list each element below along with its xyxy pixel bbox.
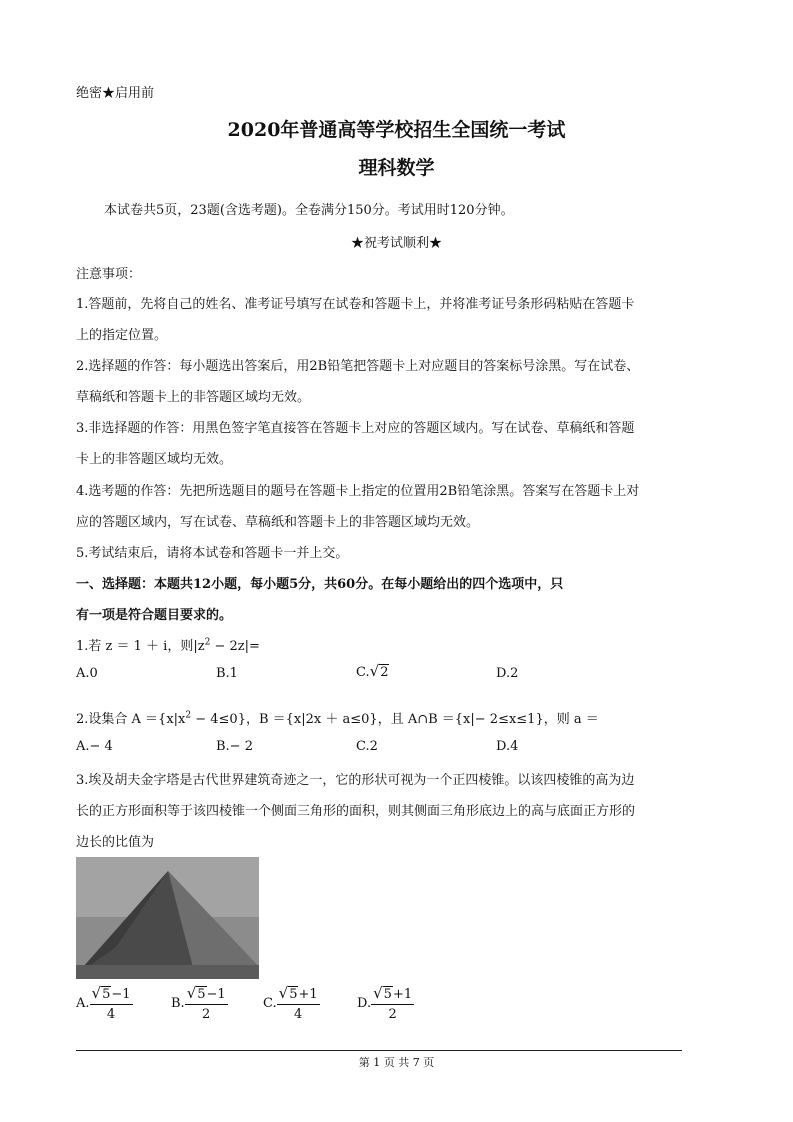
radicand: 5: [197, 987, 206, 1002]
q3-option-b: [171, 985, 228, 1023]
q3-option-d-fraction: $\frac{√5+1}{2}$: [373, 984, 413, 1023]
notice-line: 应的答题区域内，写在试卷、草稿纸和答题卡上的非答题区域均无效。: [76, 515, 480, 530]
notice-line: 4.选考题的作答：先把所选题目的题号在答题卡上指定的位置用2B铅笔涂黑。答案写在答题卡上对: [76, 484, 640, 499]
q2-option-d: D.4: [496, 739, 519, 754]
denominator: 2: [388, 1007, 397, 1023]
q3-option-a: [76, 985, 133, 1023]
q1-option-a: A.0: [76, 666, 98, 681]
q3-option-d: [357, 985, 414, 1023]
q1-exponent: 2: [204, 637, 211, 648]
q3-option-c-label: C.: [263, 996, 277, 1012]
q1-option-c-label: C.: [356, 665, 370, 680]
footer-text: 第: [358, 1056, 370, 1069]
q1-option-c: C.√2: [356, 662, 389, 680]
question-1-stem: [76, 635, 260, 654]
notice-line: 1.答题前，先将自己的姓名、准考证号填写在试卷和答题卡上，并将准考证号条形码粘贴在答题卡: [76, 297, 635, 312]
notice-heading: 注意事项：: [76, 267, 142, 282]
q1-stem-part: − 2z|=: [210, 639, 260, 654]
q3-option-b-label: B.: [171, 996, 185, 1012]
question-3-stem-cont: 长的正方形面积等于该四棱锥一个侧面三角形的面积，则其侧面三角形底边上的高与底面正方形的: [76, 804, 636, 819]
section-heading: 一、选择题：本题共12小题，每小题5分，共60分。在每小题给出的四个选项中，只: [76, 577, 564, 592]
exam-wish: ★祝考试顺利★: [350, 236, 442, 251]
q3-option-c: [263, 985, 320, 1023]
q3-option-c-fraction: $\frac{√5+1}{4}$: [278, 984, 318, 1023]
q2-stem-part: − 4≤0}，B ＝{x|2x ＋ a≤0}，且 A∩B ＝{x|− 2≤x≤1}，则 a ＝: [191, 712, 599, 727]
q3-option-a-fraction: $\frac{√5-1}{4}$: [91, 984, 131, 1023]
q2-stem-part: 2.设集合 A ＝{x|x: [76, 712, 186, 727]
radicand: 5: [289, 987, 298, 1002]
footer-divider: [76, 1050, 682, 1051]
notice-line: 草稿纸和答题卡上的非答题区域均无效。: [76, 390, 311, 405]
q3-option-b-fraction: $\frac{√5-1}{2}$: [186, 984, 226, 1023]
page-number: 1: [373, 1056, 381, 1069]
exam-title: 2020年普通高等学校招生全国统一考试: [227, 119, 566, 141]
classification-label: 绝密★启用前: [76, 86, 155, 101]
pyramid-photo: [76, 857, 259, 979]
notice-line: 上的指定位置。: [76, 328, 168, 343]
question-3-stem: 3.埃及胡夫金字塔是古代世界建筑奇迹之一，它的形状可视为一个正四棱锥。以该四棱锥的高为边: [76, 773, 635, 788]
q1-stem-part: 1.若 z ＝ 1 ＋ i，则|z: [76, 639, 205, 654]
footer-text: 页 共: [383, 1056, 410, 1069]
denominator: 2: [202, 1007, 211, 1023]
denominator: 4: [106, 1007, 116, 1023]
numerator-term: −1: [206, 987, 226, 1002]
denominator: 4: [293, 1007, 303, 1023]
section-heading-cont: 有一项是符合题目要求的。: [76, 608, 233, 623]
numerator-term: +1: [392, 987, 413, 1002]
notice-line: 卡上的非答题区域均无效。: [76, 452, 233, 467]
exam-subtitle: 理科数学: [358, 157, 435, 179]
numerator-term: −1: [111, 987, 131, 1002]
page-total: 7: [412, 1056, 420, 1069]
notice-line: 3.非选择题的作答：用黑色签字笔直接答在答题卡上对应的答题区域内。写在试卷、草稿纸和答题: [76, 421, 635, 436]
q1-option-c-radicand: 2: [380, 665, 389, 680]
q2-option-b: B.− 2: [216, 739, 253, 754]
notice-line: 2.选择题的作答：每小题选出答案后，用2B铅笔把答题卡上对应题目的答案标号涂黑。写在试卷、: [76, 359, 640, 374]
page-footer: [0, 1054, 793, 1070]
exam-intro: 本试卷共5页，23题(含选考题)。全卷满分150分。考试用时120分钟。: [104, 203, 514, 218]
radicand: 5: [383, 987, 392, 1002]
question-3-stem-cont: 边长的比值为: [76, 835, 155, 850]
radicand: 5: [102, 987, 111, 1002]
q2-exponent: 2: [185, 710, 192, 721]
question-2-stem: [76, 708, 599, 727]
pyramid-illustration: [76, 857, 259, 979]
q2-option-c: C.2: [356, 739, 378, 754]
q1-option-d: D.2: [496, 666, 519, 681]
q3-option-a-label: A.: [76, 996, 90, 1012]
notice-line: 5.考试结束后，请将本试卷和答题卡一并上交。: [76, 546, 349, 561]
q2-option-a: A.− 4: [76, 739, 113, 754]
q1-option-b: B.1: [216, 666, 238, 681]
q3-option-d-label: D.: [357, 996, 372, 1012]
numerator-term: +1: [298, 987, 318, 1002]
footer-text: 页: [423, 1056, 435, 1069]
